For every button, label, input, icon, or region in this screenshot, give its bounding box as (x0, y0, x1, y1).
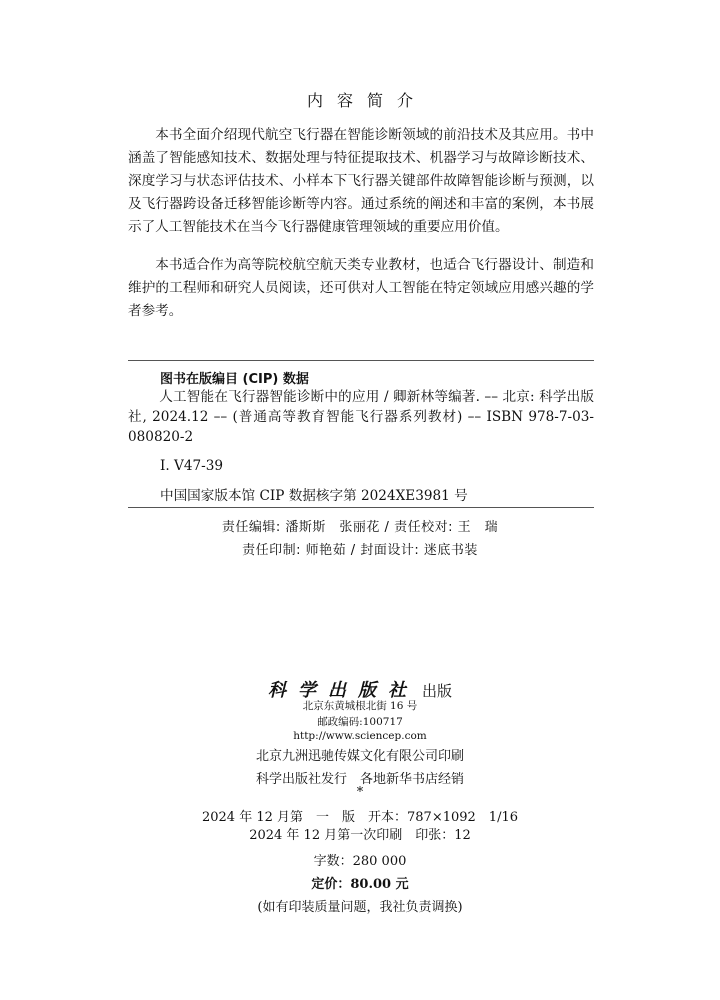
staff-line-editors: 责任编辑: 潘斯斯 张丽花 / 责任校对: 王 瑞 (221, 520, 499, 535)
distribution-line: 科学出版社发行 各地新华书店经销 (255, 772, 464, 787)
cip-top-divider (128, 360, 594, 361)
staff-line-production: 责任印制: 师艳茹 / 封面设计: 迷底书装 (242, 543, 478, 558)
cip-bottom-divider (128, 507, 594, 508)
printing-line: 2024 年 12 月第一次印刷 印张：12 (249, 828, 471, 843)
price: 定价：80.00 元 (311, 877, 409, 892)
publisher-website: http://www.sciencep.com (293, 730, 427, 742)
summary-title: 内容简介 (306, 91, 427, 110)
cip-record: 人工智能在飞行器智能诊断中的应用 / 卿新林等编著. –– 北京: 科学出版社, 2024.12 –– (普通高等教育智能飞行器系列教材) –– ISBN 978-7-03-080820-2 (128, 389, 594, 445)
publisher-postcode: 邮政编码:100717 (317, 716, 403, 728)
quality-notice: (如有印装质量问题，我社负责调换) (257, 900, 463, 915)
word-count: 字数：280 000 (313, 854, 407, 869)
publisher-address: 北京东黄城根北街 16 号 (302, 700, 418, 712)
publisher-suffix: 出版 (421, 682, 452, 700)
summary-paragraph-2: 本书适合作为高等院校航空航天类专业教材，也适合飞行器设计、制造和维护的工程师和研究人员阅读，还可供对人工智能在特定领域应用感兴趣的学者参考。 (128, 257, 594, 319)
separator-asterisk: * (356, 785, 364, 800)
cip-classification: I. V47-39 (160, 458, 224, 474)
edition-line: 2024 年 12 月第 一 版 开本：787×1092 1/16 (201, 810, 518, 825)
publisher-name: 科学出版社 (267, 680, 418, 701)
cip-verification: 中国国家版本馆 CIP 数据核字第 2024XE3981 号 (160, 488, 468, 504)
summary-paragraph-1: 本书全面介绍现代航空飞行器在智能诊断领域的前沿技术及其应用。书中涵盖了智能感知技术、数据处理与特征提取技术、机器学习与故障诊断技术、深度学习与状态评估技术、小样本下飞行器关键部件故障智能诊断与预测，以及飞行器跨设备迁移智能诊断等内容。通过系统的阐述和丰富的案例，本书展示了人工智能技术在当今飞行器健康管理领域的重要应用价值。 (128, 127, 594, 235)
printer-line: 北京九洲迅驰传媒文化有限公司印刷 (255, 749, 464, 764)
cip-heading: 图书在版编目 (CIP) 数据 (160, 372, 309, 387)
